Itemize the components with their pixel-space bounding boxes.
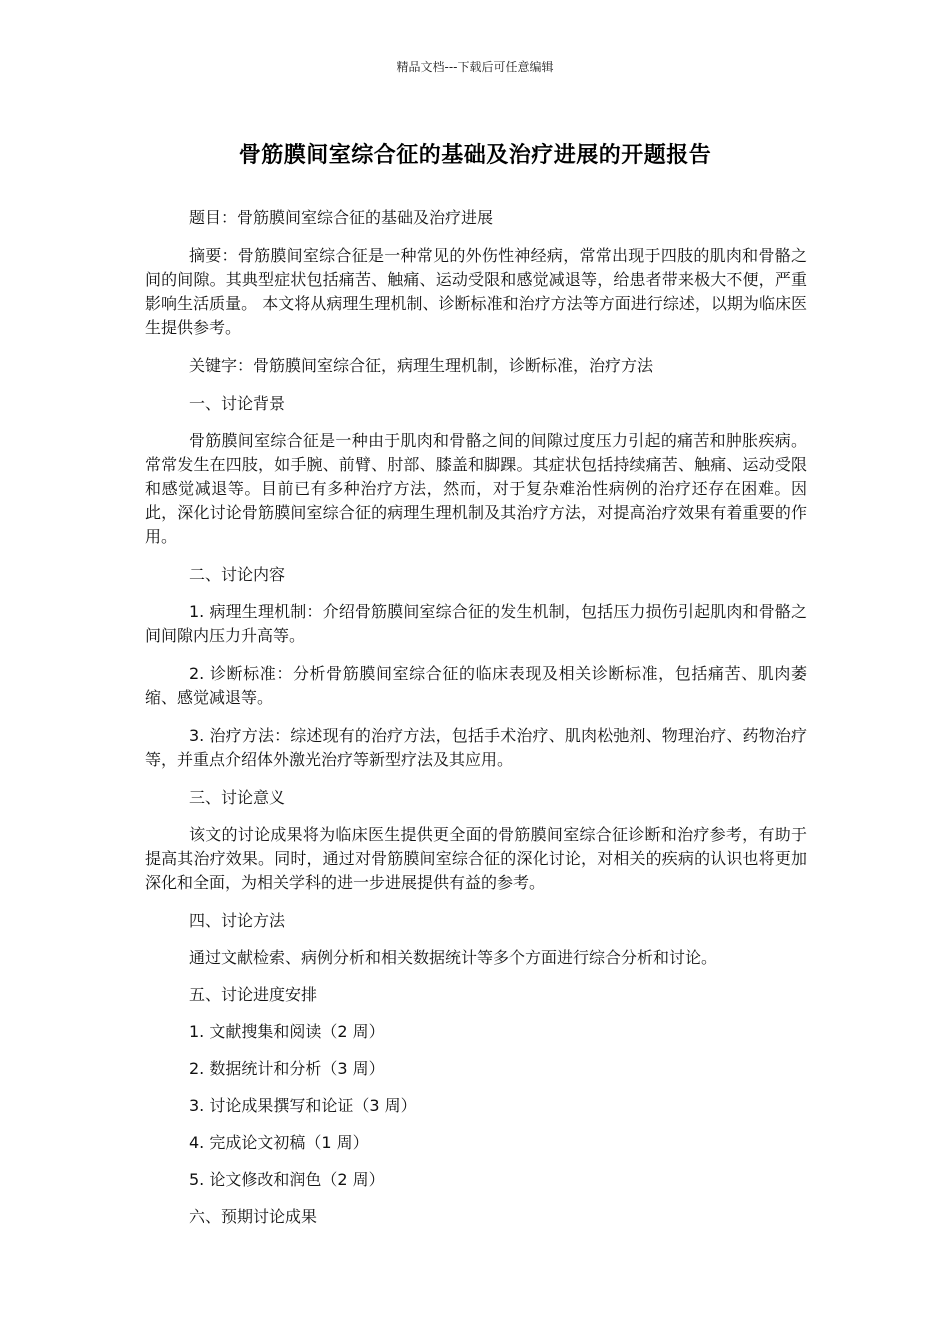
section-heading-significance: 三、讨论意义 xyxy=(189,788,286,807)
topic-line: 题目：骨筋膜间室综合征的基础及治疗进展 xyxy=(189,208,494,227)
section-heading-methods: 四、讨论方法 xyxy=(189,911,286,930)
schedule-item-2: 2. 数据统计和分析（3 周） xyxy=(189,1059,385,1078)
document-title: 骨筋膜间室综合征的基础及治疗进展的开题报告 xyxy=(238,143,712,168)
keywords-line: 关键字：骨筋膜间室综合征，病理生理机制，诊断标准，治疗方法 xyxy=(189,356,654,375)
schedule-item-1: 1. 文献搜集和阅读（2 周） xyxy=(189,1022,385,1041)
background-paragraph: 骨筋膜间室综合征是一种由于肌肉和骨骼之间的间隙过度压力引起的痛苦和肿胀疾病。常常发生在四肢，如手腕、前臂、肘部、膝盖和脚踝。其症状包括持续痛苦、触痛、运动受限和感觉减退等。目前已有多种治疗方法，然而，对于复杂难治性病例的治疗还存在困难。因此，深化讨论骨筋膜间室综合征的病理生理机制及其治疗方法，对提高治疗效果有着重要的作用。 xyxy=(145,431,807,546)
document-body xyxy=(145,206,807,1242)
content-item-diagnosis: 2. 诊断标准：分析骨筋膜间室综合征的临床表现及相关诊断标准，包括痛苦、肌肉萎缩、感觉减退等。 xyxy=(145,664,807,707)
content-item-treatment: 3. 治疗方法：综述现有的治疗方法，包括手术治疗、肌肉松弛剂、物理治疗、药物治疗等，并重点介绍体外激光治疗等新型疗法及其应用。 xyxy=(145,726,807,769)
section-heading-content: 二、讨论内容 xyxy=(189,565,286,584)
section-heading-schedule: 五、讨论进度安排 xyxy=(189,985,318,1004)
methods-paragraph: 通过文献检索、病例分析和相关数据统计等多个方面进行综合分析和讨论。 xyxy=(189,948,718,967)
abstract-paragraph: 摘要：骨筋膜间室综合征是一种常见的外伤性神经病，常常出现于四肢的肌肉和骨骼之间的间隙。其典型症状包括痛苦、触痛、运动受限和感觉减退等，给患者带来极大不便，严重影响生活质量。 本文将从病理生理机制、诊断标准和治疗方法等方面进行综述，以期为临床医生提供参考。 xyxy=(145,246,807,337)
schedule-item-4: 4. 完成论文初稿（1 周） xyxy=(189,1133,369,1152)
schedule-item-5: 5. 论文修改和润色（2 周） xyxy=(189,1170,385,1189)
schedule-item-3: 3. 讨论成果撰写和论证（3 周） xyxy=(189,1096,417,1115)
header-note: 精品文档---下载后可任意编辑 xyxy=(396,60,554,74)
content-item-mechanism: 1. 病理生理机制：介绍骨筋膜间室综合征的发生机制，包括压力损伤引起肌肉和骨骼之间间隙内压力升高等。 xyxy=(145,602,807,645)
significance-paragraph: 该文的讨论成果将为临床医生提供更全面的骨筋膜间室综合征诊断和治疗参考，有助于提高其治疗效果。同时，通过对骨筋膜间室综合征的深化讨论，对相关的疾病的认识也将更加深化和全面，为相关学科的进一步进展提供有益的参考。 xyxy=(145,825,807,892)
section-heading-expected-results: 六、预期讨论成果 xyxy=(189,1207,318,1226)
section-heading-background: 一、讨论背景 xyxy=(189,394,286,413)
